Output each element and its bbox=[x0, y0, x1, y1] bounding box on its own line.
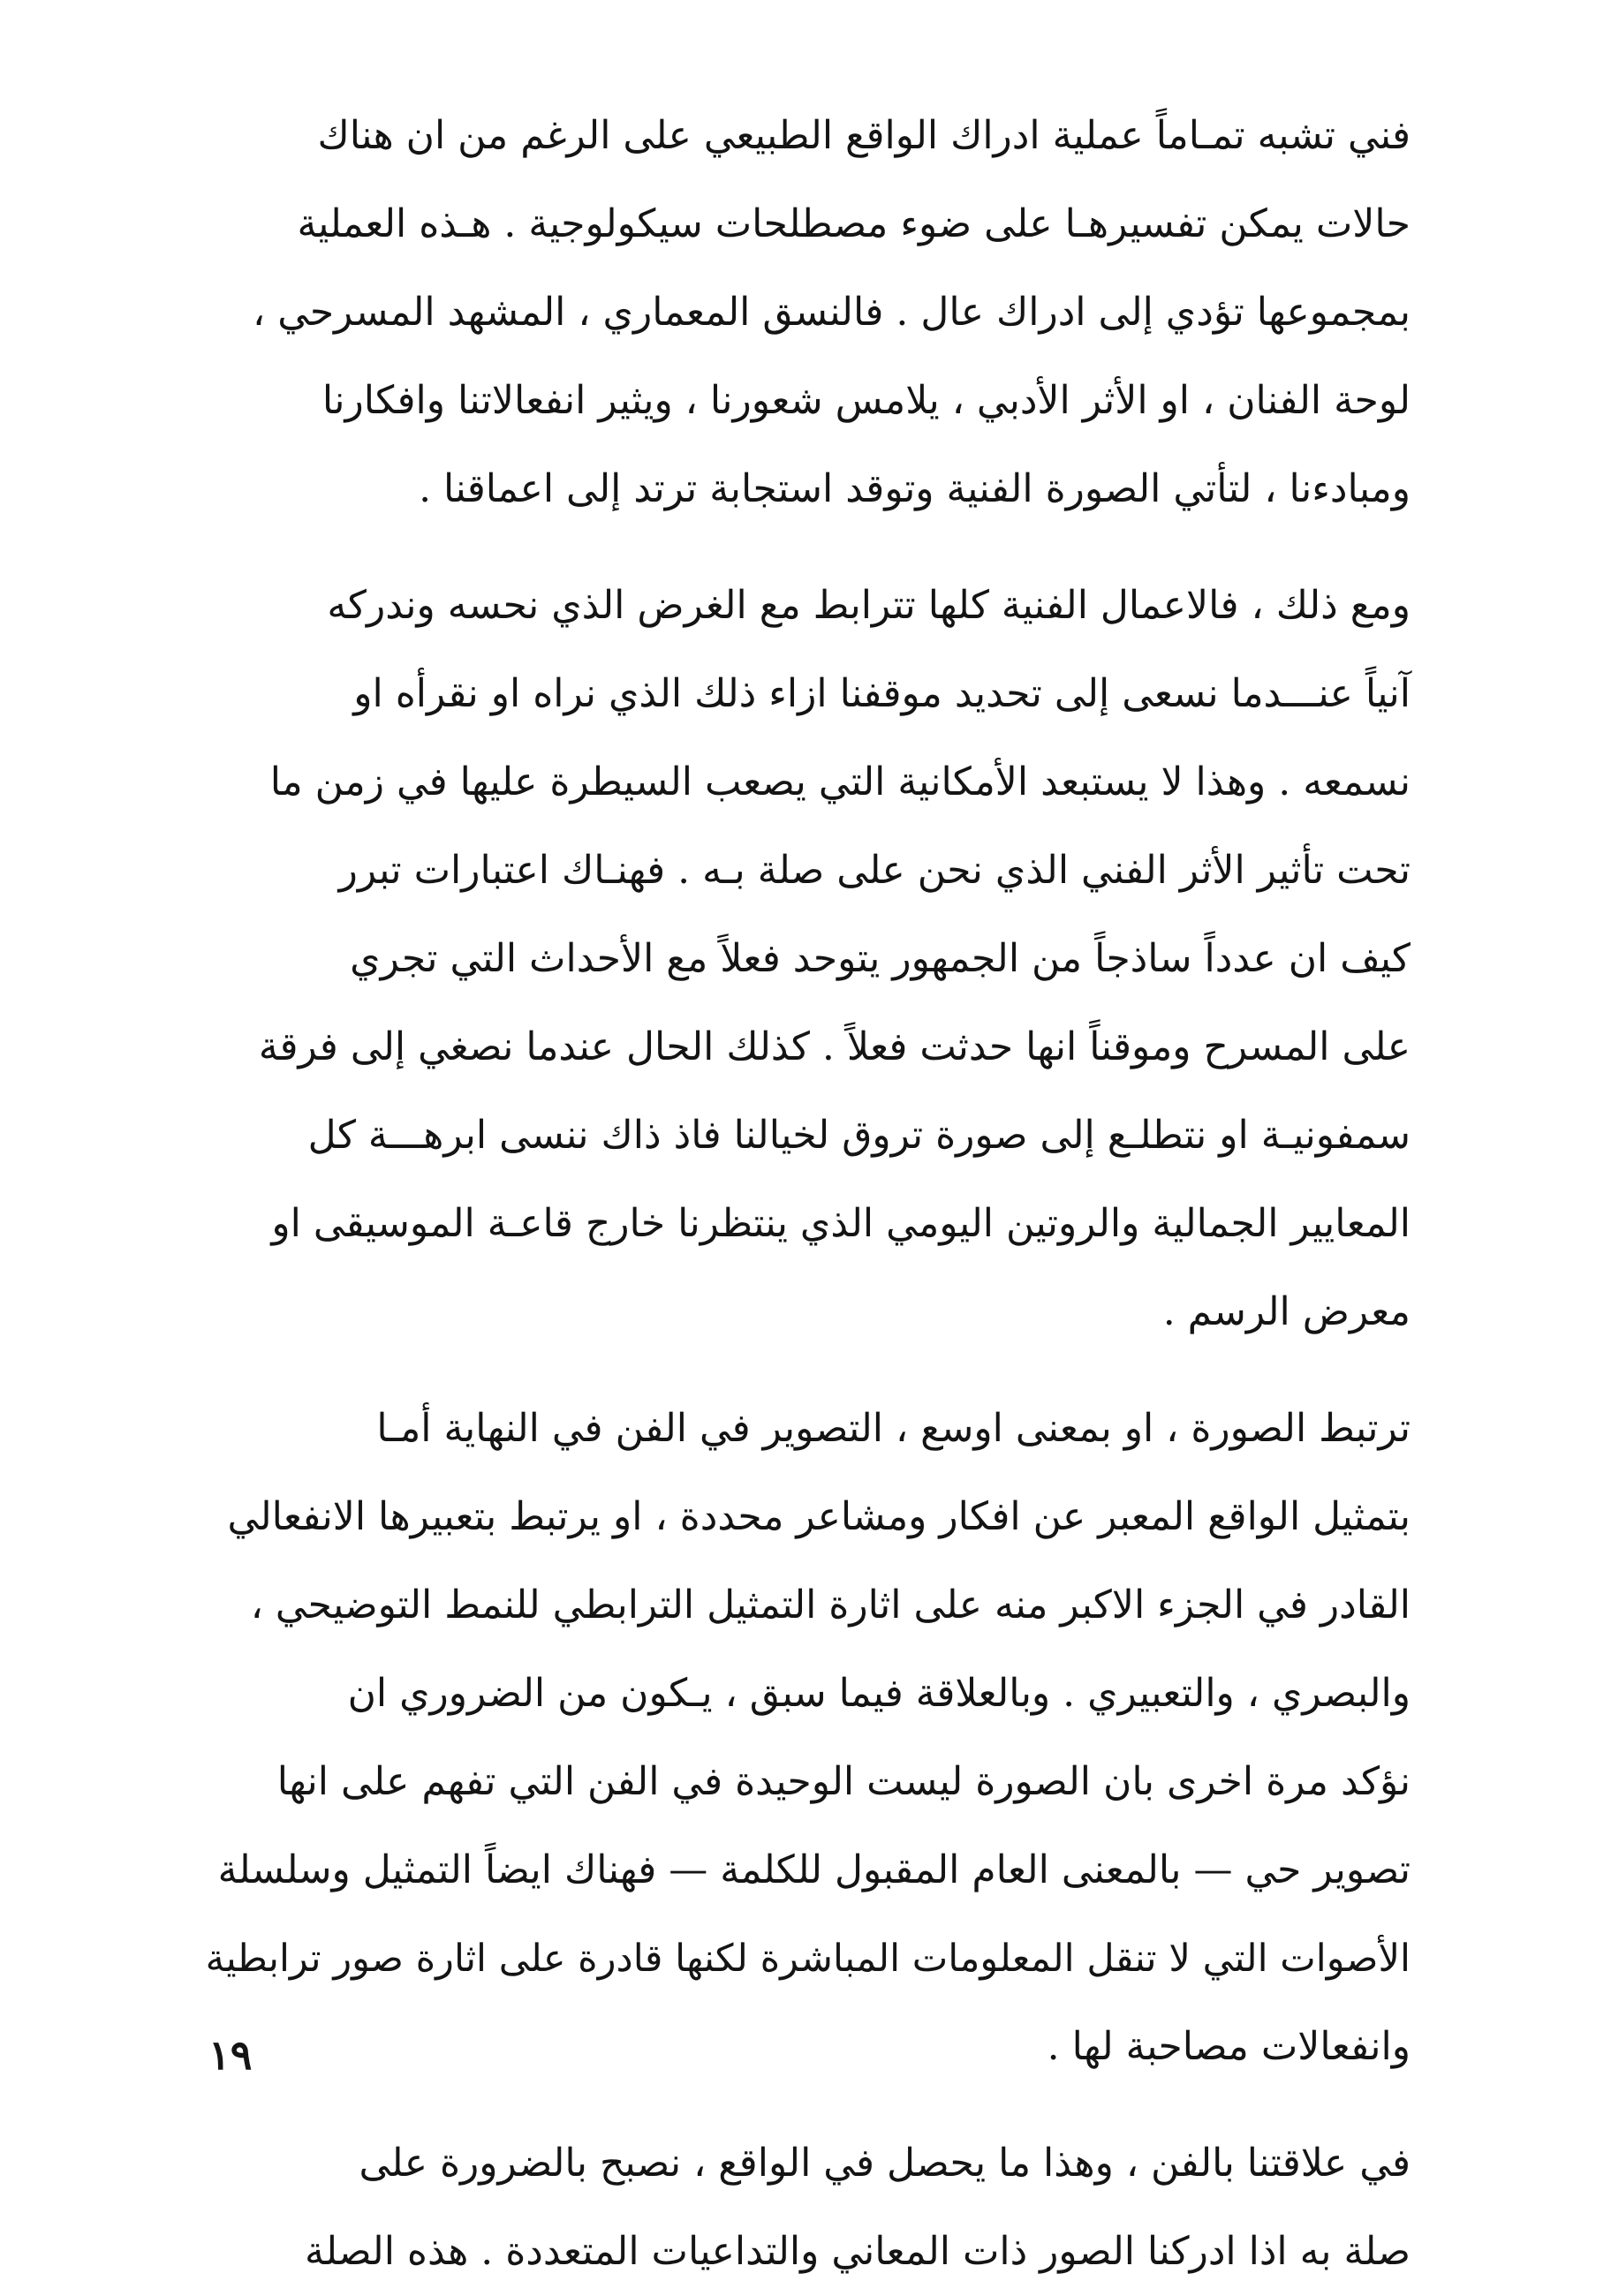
text-line: نسمعه . وهذا لا يستبعد الأمكانية التي يصعب السيطرة عليها في زمن ما bbox=[269, 759, 1411, 804]
text-line: في علاقتنا بالفن ، وهذا ما يحصل في الواقع ، نصبح بالضرورة على bbox=[359, 2141, 1411, 2186]
text-line: كيف ان عدداً ساذجاً من الجمهور يتوحد فعلاً مع الأحداث التي تجري bbox=[350, 936, 1411, 981]
text-line: الأصوات التي لا تنقل المعلومات المباشرة لكنها قادرة على اثارة صور ترابطية bbox=[205, 1937, 1411, 1981]
text-line: تصوير حي — بالمعنى العام المقبول للكلمة — فهناك ايضاً التمثيل وسلسلة bbox=[217, 1847, 1411, 1892]
paragraph-3 bbox=[205, 1385, 1411, 2091]
text-line: المعايير الجمالية والروتين اليومي الذي ينتظرنا خارج قاعـة الموسيقى او bbox=[271, 1201, 1411, 1246]
paragraph-1 bbox=[205, 92, 1411, 533]
text-line: بمجموعها تؤدي إلى ادراك عال . فالنسق المعماري ، المشهد المسرحي ، bbox=[253, 290, 1411, 335]
text-line: ترتبط الصورة ، او بمعنى اوسع ، التصوير في الفن في النهاية أمـا bbox=[376, 1406, 1411, 1451]
text-line: معرض الرسم . bbox=[1162, 1289, 1411, 1334]
text-line: وانفعالات مصاحبة لها . bbox=[1047, 2024, 1411, 2069]
text-line: لوحة الفنان ، او الأثر الأدبي ، يلامس شعورنا ، ويثير انفعالاتنا وافكارنا bbox=[321, 378, 1411, 423]
text-line: آنياً عنـــدما نسعى إلى تحديد موقفنا ازاء ذلك الذي نراه او نقرأه او bbox=[353, 671, 1411, 716]
text-line: بتمثيل الواقع المعبر عن افكار ومشاعر محددة ، او يرتبط بتعبيرها الانفعالي bbox=[227, 1494, 1411, 1539]
text-line: صلة به اذا ادركنا الصور ذات المعاني والتداعيات المتعددة . هذه الصلة bbox=[304, 2229, 1411, 2274]
text-line: والبصري ، والتعبيري . وبالعلاقة فيما سبق ، يـكون من الضروري ان bbox=[347, 1671, 1411, 1716]
text-line: سمفونيـة او نتطلـع إلى صورة تروق لخيالنا فاذ ذاك ننسى ابرهـــة كل bbox=[307, 1113, 1411, 1158]
body-text bbox=[205, 92, 1411, 2296]
text-line: ومبادءنا ، لتأتي الصورة الفنية وتوقد استجابة ترتد إلى اعماقنا . bbox=[419, 466, 1411, 511]
text-line: ومع ذلك ، فالاعمال الفنية كلها تترابط مع الغرض الذي نحسه وندركه bbox=[327, 583, 1411, 628]
paragraph-2 bbox=[205, 562, 1411, 1356]
text-line: حالات يمكن تفسيرهـا على ضوء مصطلحات سيكولوجية . هـذه العملية bbox=[297, 201, 1411, 246]
paragraph-4 bbox=[205, 2119, 1411, 2296]
text-line: تحت تأثير الأثر الفني الذي نحن على صلة بـه . فهنـاك اعتبارات تبرر bbox=[338, 848, 1411, 893]
page-number: ١٩ bbox=[208, 2031, 253, 2079]
text-line: فني تشبه تمـاماً عملية ادراك الواقع الطبيعي على الرغم من ان هناك bbox=[317, 113, 1411, 158]
text-line: نؤكد مرة اخرى بان الصورة ليست الوحيدة في الفن التي تفهم على انها bbox=[276, 1759, 1411, 1804]
text-line: على المسرح وموقناً انها حدثت فعلاً . كذلك الحال عندما نصغي إلى فرقة bbox=[258, 1024, 1411, 1069]
text-line: القادر في الجزء الاكبر منه على اثارة التمثيل الترابطي للنمط التوضيحي ، bbox=[250, 1582, 1411, 1628]
